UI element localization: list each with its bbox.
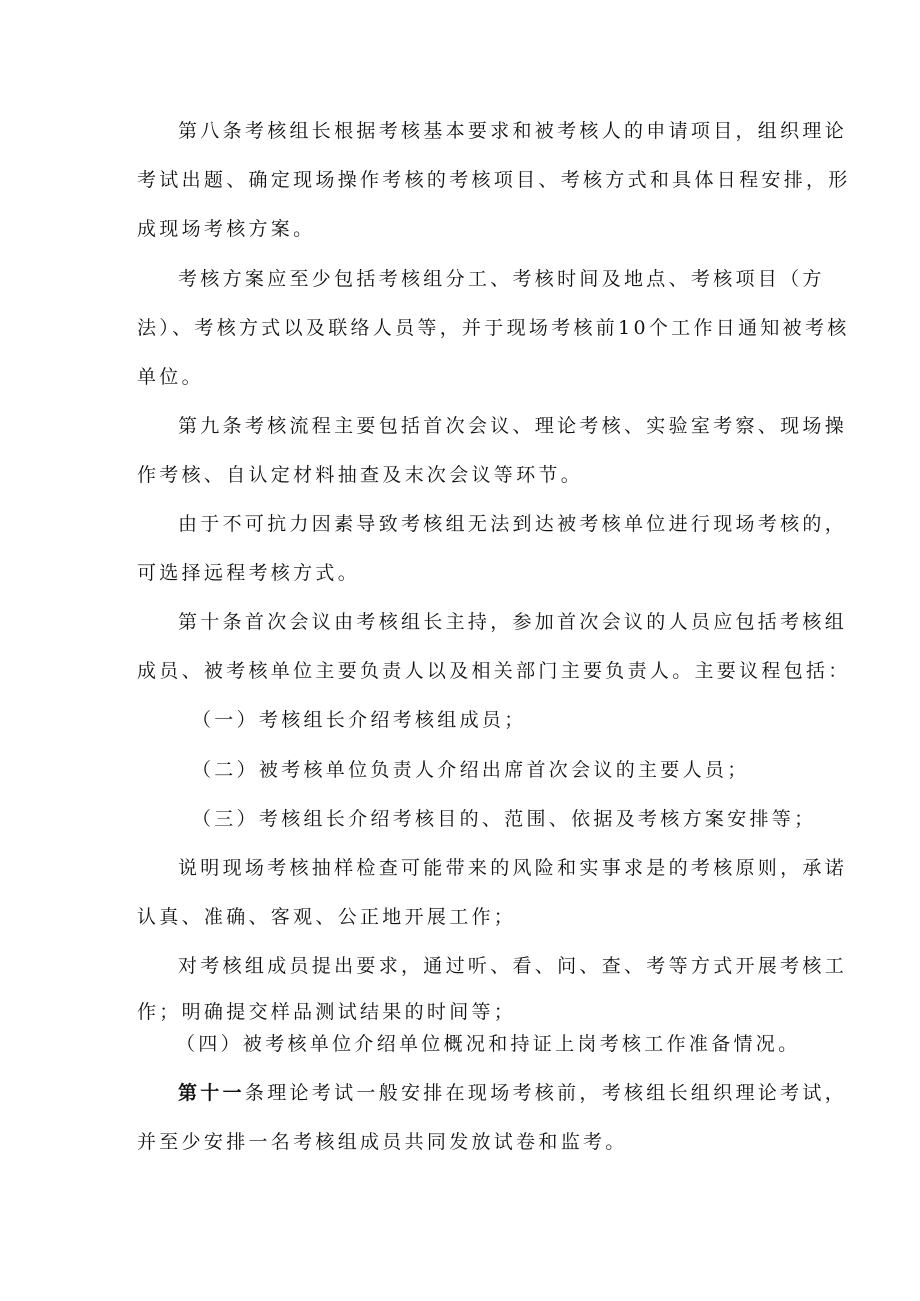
article-8-line-3: 成现场考核方案。 (137, 218, 316, 240)
article-11-line-1-text: 条理论考试一般安排在现场考核前，考核组长组织理论考试， (244, 1082, 848, 1104)
requirements-line-2: 作；明确提交样品测试结果的时间等； (137, 1001, 517, 1023)
agenda-item-1: （一）考核组长介绍考核组成员； (192, 709, 527, 731)
force-majeure-line-2: 可选择远程考核方式。 (137, 562, 361, 584)
plan-content-line-1: 考核方案应至少包括考核组分工、考核时间及地点、考核项目（方 (178, 268, 825, 290)
explain-risk-line-1: 说明现场考核抽样检查可能带来的风险和实事求是的考核原则，承诺 (178, 857, 848, 879)
explain-risk-line-2: 认真、准确、客观、公正地开展工作； (137, 906, 517, 928)
article-10-line-1: 第十条首次会议由考核组长主持，参加首次会议的人员应包括考核组 (178, 611, 848, 633)
agenda-item-3: （三）考核组长介绍考核目的、范围、依据及考核方案安排等； (192, 808, 817, 830)
article-9-line-2: 作考核、自认定材料抽查及末次会议等环节。 (137, 464, 584, 486)
article-8-line-1: 第八条考核组长根据考核基本要求和被考核人的申请项目，组织理论 (178, 120, 848, 142)
article-10-line-2: 成员、被考核单位主要负责人以及相关部门主要负责人。主要议程包括： (137, 660, 851, 682)
force-majeure-line-1: 由于不可抗力因素导致考核组无法到达被考核单位进行现场考核的， (178, 513, 848, 535)
plan-content-line-2: 法）、考核方式以及联络人员等，并于现场考核前10个工作日通知被考核 (137, 317, 850, 339)
requirements-line-1: 对考核组成员提出要求，通过听、看、问、查、考等方式开展考核工 (178, 955, 848, 977)
article-11-lead: 第十一 (178, 1082, 245, 1104)
plan-content-line-3: 单位。 (137, 366, 204, 388)
article-9-line-1: 第九条考核流程主要包括首次会议、理论考核、实验室考察、现场操 (178, 415, 848, 437)
article-8-line-2: 考试出题、确定现场操作考核的考核项目、考核方式和具体日程安排，形 (137, 169, 851, 191)
article-11-line-1 (178, 1080, 847, 1106)
agenda-item-4: （四）被考核单位介绍单位概况和持证上岗考核工作准备情况。 (176, 1033, 801, 1055)
agenda-item-2: （二）被考核单位负责人介绍出席首次会议的主要人员； (192, 759, 750, 781)
article-11-line-2: 并至少安排一名考核组成员共同发放试卷和监考。 (137, 1131, 628, 1153)
